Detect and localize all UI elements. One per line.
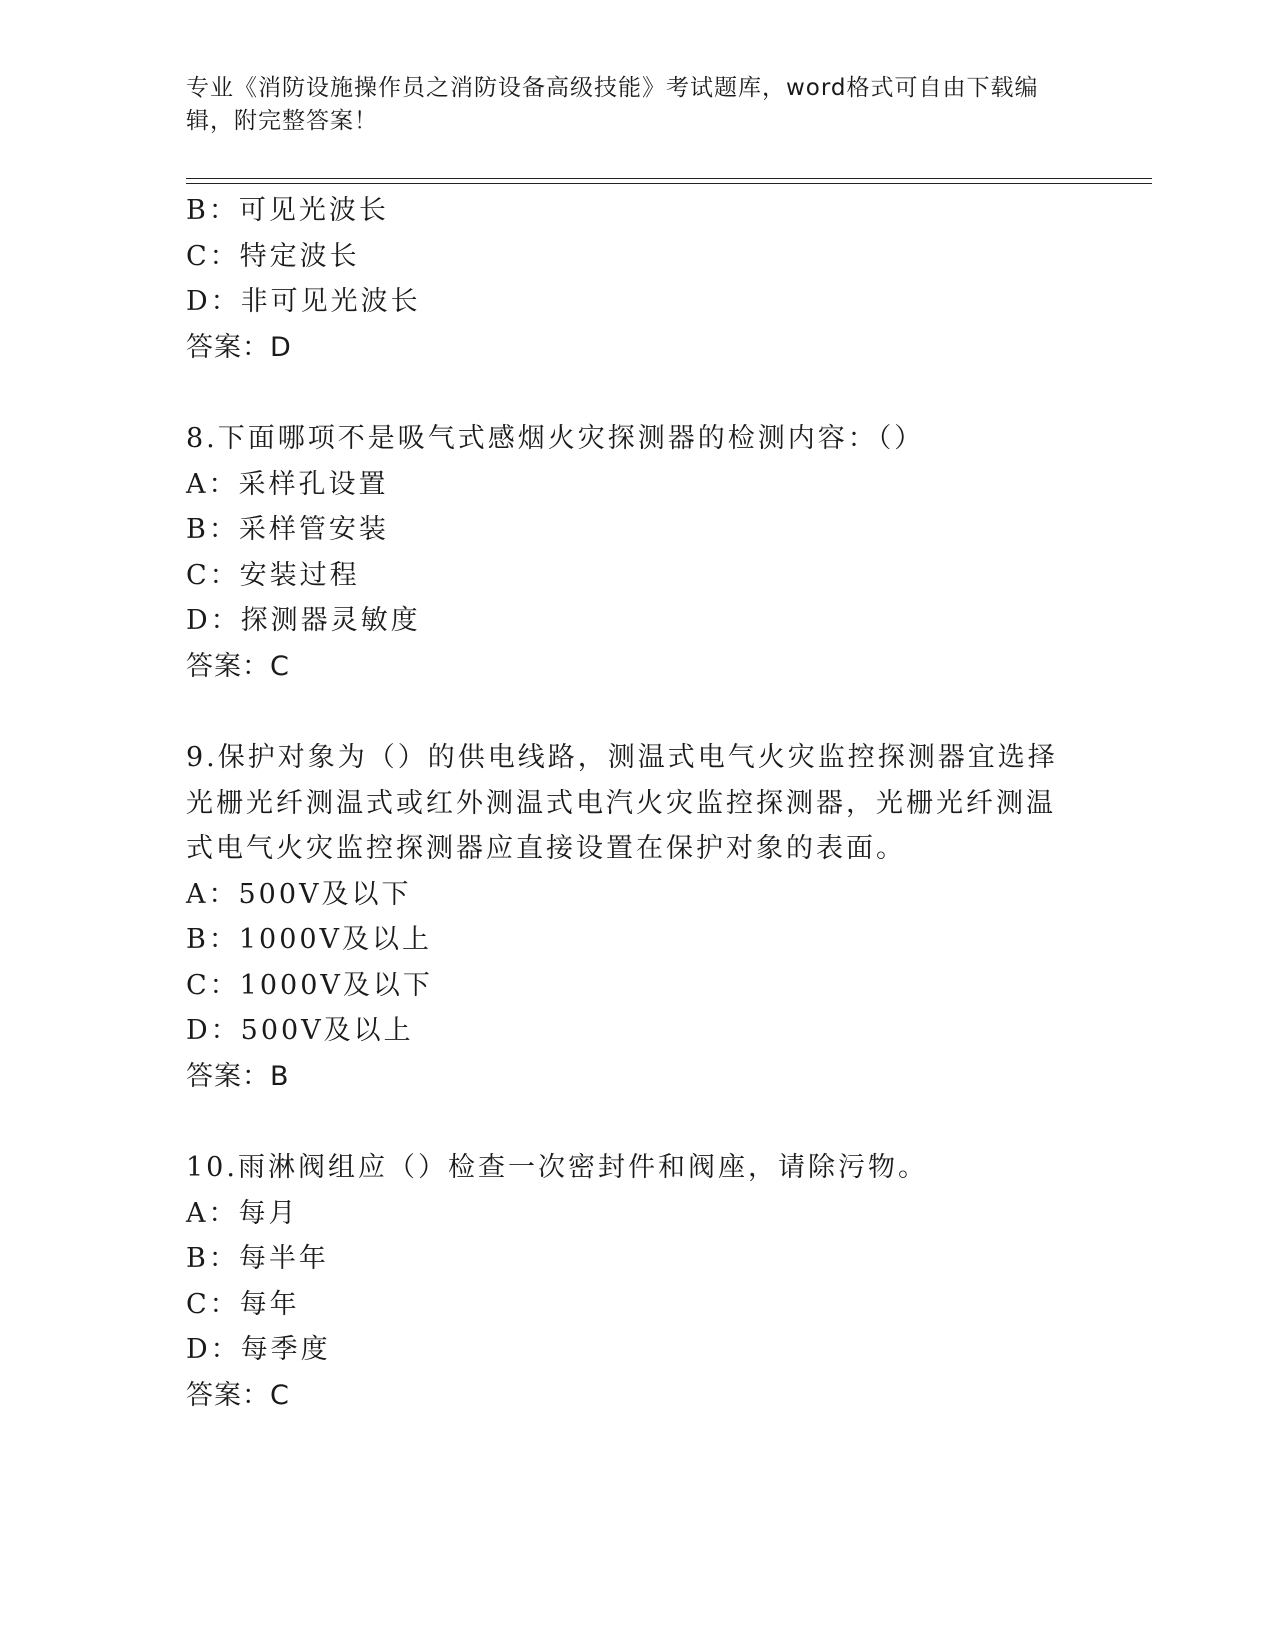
answer-label: 答案：C [186,1379,290,1411]
option-d: D：500V及以上 [186,1015,414,1046]
option-a: A：每月 [186,1197,299,1229]
header-rule-bottom [186,183,1152,184]
option-a: A：采样孔设置 [186,468,389,500]
answer-label: 答案：D [186,331,292,363]
option-b: B：每半年 [186,1243,329,1274]
option-c: C：每年 [186,1288,300,1320]
option-c: C：特定波长 [186,240,360,272]
question-text: 9.保护对象为（）的供电线路，测温式电气火灾监控探测器宜选择光栅光纤测温式或红外测温式电汽火灾监控探测器，光栅光纤测温式电气火灾监控探测器应直接设置在保护对象的表面。 [186,742,1058,864]
option-d: D：探测器灵敏度 [186,605,421,636]
option-b: B：1000V及以上 [186,924,433,955]
document-header: 专业《消防设施操作员之消防设备高级技能》考试题库，word格式可自由下载编辑，附完整答案！ [186,75,1039,134]
question-text: 8.下面哪项不是吸气式感烟火灾探测器的检测内容：（） [186,423,925,454]
answer-label: 答案：C [186,650,290,682]
option-b: B：采样管安装 [186,514,389,545]
option-d: D：非可见光波长 [186,286,421,317]
question-block-9 [186,735,1086,1099]
question-block-8 [186,416,1086,689]
question-block-7 [186,188,1086,370]
option-c: C：安装过程 [186,559,360,591]
option-a: A：500V及以下 [186,878,412,910]
option-c: C：1000V及以下 [186,969,433,1001]
answer-label: 答案：B [186,1060,290,1092]
option-b: B：可见光波长 [186,195,389,226]
header-rule-top [186,178,1152,179]
option-d: D：每季度 [186,1334,331,1365]
question-block-10 [186,1145,1086,1418]
question-text: 10.雨淋阀组应（）检查一次密封件和阀座，请除污物。 [186,1152,928,1183]
question-list [186,188,1086,1418]
